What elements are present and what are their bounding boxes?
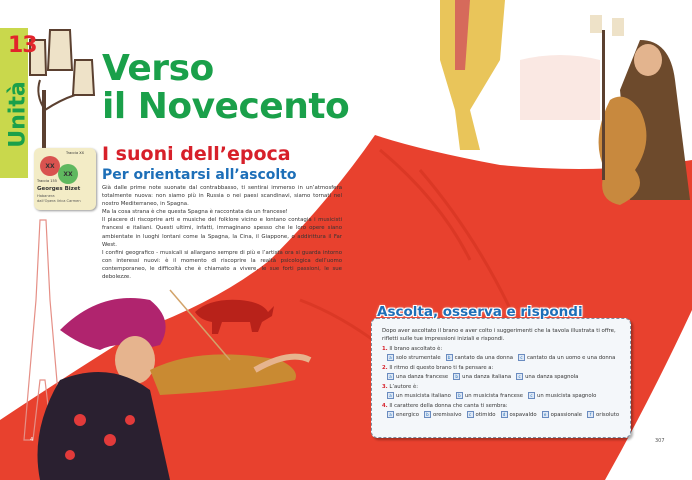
building-silhouette <box>520 55 600 120</box>
option-label: otimido <box>475 411 496 418</box>
page-number: 307 <box>655 438 665 444</box>
unit-number: 13 <box>8 33 37 58</box>
option-label: un musicista italiano <box>396 392 451 399</box>
option-checkbox[interactable]: b <box>446 354 453 361</box>
work-line1: Habanera <box>37 194 55 198</box>
paragraph: Già dalle prime note suonate dal contrabbasso, ti sentirai immerso in un’atmosfera totalmente nuova: non siamo più in Russia o nei paesi scandinavi, siamo tornati nel nostro Mediterraneo, in Spagna. <box>102 185 342 208</box>
answer-option[interactable] <box>387 393 451 399</box>
question-label: L’autore è: <box>389 384 418 390</box>
answer-option[interactable] <box>387 374 448 380</box>
body-text <box>102 184 342 281</box>
option-checkbox[interactable]: c <box>528 392 535 399</box>
option-label: orisoluto <box>596 411 620 418</box>
chapter-title-line1: Verso <box>102 48 214 89</box>
answer-options <box>382 411 627 420</box>
paragraph: Ma la cosa strana è che questa Spagna è raccontata da un francese! <box>102 209 288 216</box>
question-number: 2. <box>382 365 388 371</box>
answer-option[interactable] <box>516 374 578 380</box>
answer-option[interactable] <box>501 412 537 418</box>
question-text <box>382 346 627 354</box>
paragraph: Il piacere di riscoprire arti e musiche del folklore vicino e lontano contagia i musicisti francesi e italiani. Questi ultimi, infatti, immaginano spesso che le loro opere siano ambientate in luoghi lontani come la Spagna, la Cina, il Giappone, o addirittura il Far West. <box>102 217 342 248</box>
option-label: cantato da una donna <box>454 354 513 361</box>
track-b-label: Traccia 155 <box>37 179 57 183</box>
option-checkbox[interactable]: c <box>518 354 525 361</box>
option-checkbox[interactable]: e <box>542 411 549 418</box>
section-title: I suoni dell’epoca <box>102 143 291 165</box>
question-label: Il brano ascoltato è: <box>389 346 443 352</box>
quiz-question <box>382 403 627 419</box>
option-label: energico <box>396 411 419 418</box>
option-checkbox[interactable]: d <box>501 411 508 418</box>
answer-options <box>382 392 627 401</box>
question-number: 1. <box>382 346 388 352</box>
answer-option[interactable] <box>542 412 582 418</box>
answer-option[interactable] <box>587 412 619 418</box>
answer-option[interactable] <box>387 412 419 418</box>
answer-option[interactable] <box>424 412 462 418</box>
option-checkbox[interactable]: a <box>387 392 394 399</box>
option-checkbox[interactable]: a <box>387 411 394 418</box>
subsection-title: Per orientarsi all’ascolto <box>102 167 297 183</box>
quiz-question <box>382 384 627 400</box>
option-checkbox[interactable]: c <box>467 411 474 418</box>
quiz-intro: Dopo aver ascoltato il brano e aver colto i suggerimenti che la tavola illustrata ti offre, rifletti sulle tue impressioni iniziali e rispondi. <box>382 328 616 342</box>
quiz-question <box>382 346 627 362</box>
answer-option[interactable] <box>446 355 513 361</box>
work-line2: dall’Opera lirica Carmen <box>37 198 81 203</box>
answer-option[interactable] <box>528 393 596 399</box>
question-number: 4. <box>382 403 388 409</box>
option-label: cantato da un uomo e una donna <box>526 354 616 361</box>
option-label: una danza francese <box>396 373 449 380</box>
question-text <box>382 403 627 411</box>
left-page-marker: 4 <box>30 437 34 443</box>
option-label: un musicista spagnolo <box>537 392 597 399</box>
street-lamp-left <box>30 30 94 150</box>
work-title <box>37 194 95 203</box>
option-checkbox[interactable]: f <box>587 411 594 418</box>
option-checkbox[interactable]: b <box>453 373 460 380</box>
quiz-box <box>371 318 631 438</box>
cd-track-card <box>34 148 96 210</box>
option-label: un musicista francese <box>464 392 524 399</box>
option-checkbox[interactable]: a <box>387 354 394 361</box>
answer-option[interactable] <box>456 393 523 399</box>
question-label: Il carattere della donna che canta ti sembra: <box>389 403 508 409</box>
cd-icon-b: XX <box>58 164 78 184</box>
quiz-title: Ascolta, osserva e rispondi <box>377 304 583 320</box>
composer-name: Georges Bizet <box>37 186 81 192</box>
question-text <box>382 384 627 392</box>
unit-label: Unità <box>5 81 31 148</box>
chapter-title <box>102 50 349 126</box>
answer-option[interactable] <box>453 374 511 380</box>
option-label: solo strumentale <box>396 354 441 361</box>
option-label: ospavaldo <box>509 411 537 418</box>
option-checkbox[interactable]: a <box>387 373 394 380</box>
answer-options <box>382 373 627 382</box>
option-label: una danza spagnola <box>525 373 579 380</box>
option-checkbox[interactable]: c <box>516 373 523 380</box>
answer-option[interactable] <box>518 355 615 361</box>
paragraph: I confini geografico - musicali si allargano sempre di più e l’artista ora si guarda intorno con interessi nuovi: è il momento di riscoprire la realtà psicologica dell’uomo contemporaneo, le difficoltà che è chiamato a vivere, le sue forti passioni, le sue debolezze. <box>102 249 342 281</box>
cd-icon-a: XX <box>40 156 60 176</box>
option-label: oremissivo <box>432 411 462 418</box>
answer-options <box>382 354 627 363</box>
question-number: 3. <box>382 384 388 390</box>
question-label: Il ritmo di questo brano ti fa pensare a: <box>389 365 494 371</box>
question-text <box>382 365 627 373</box>
quiz-question <box>382 365 627 381</box>
chapter-title-line2: il Novecento <box>102 86 350 127</box>
answer-option[interactable] <box>467 412 496 418</box>
track-a-label: Traccia XX <box>66 151 85 155</box>
answer-option[interactable] <box>387 355 441 361</box>
option-checkbox[interactable]: b <box>424 411 431 418</box>
option-checkbox[interactable]: b <box>456 392 463 399</box>
option-label: opassionale <box>550 411 583 418</box>
option-label: una danza italiana <box>462 373 512 380</box>
